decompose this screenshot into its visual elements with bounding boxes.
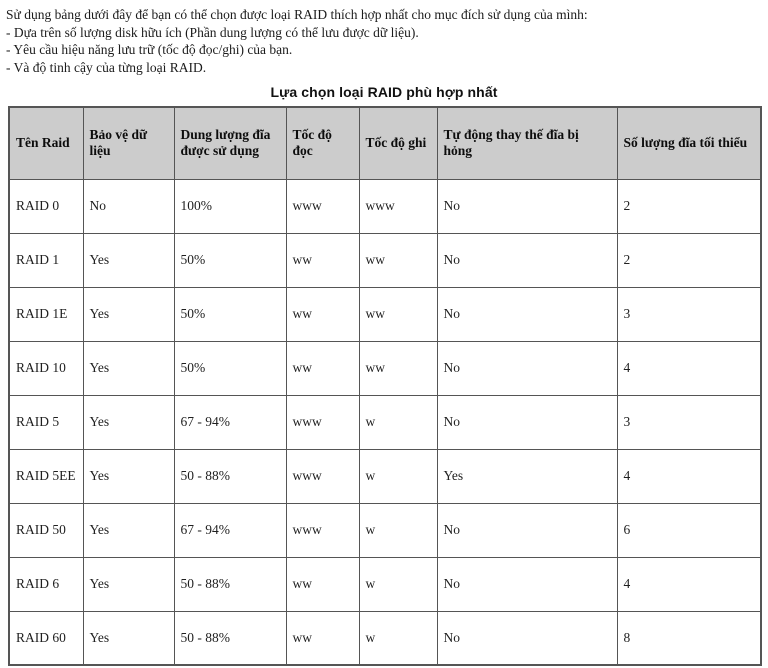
table-row [9, 341, 761, 395]
cell-auto-replace: No [437, 557, 617, 611]
cell-read-speed: www [286, 449, 359, 503]
table-row [9, 179, 761, 233]
cell-read-speed: ww [286, 233, 359, 287]
cell-min-disks: 3 [617, 395, 761, 449]
cell-usable-capacity: 100% [174, 179, 286, 233]
cell-auto-replace: No [437, 179, 617, 233]
cell-raid-name: RAID 50 [9, 503, 83, 557]
cell-write-speed: www [359, 179, 437, 233]
table-row [9, 287, 761, 341]
cell-min-disks: 4 [617, 557, 761, 611]
cell-min-disks: 6 [617, 503, 761, 557]
cell-auto-replace: No [437, 611, 617, 665]
cell-raid-name: RAID 0 [9, 179, 83, 233]
cell-usable-capacity: 50 - 88% [174, 557, 286, 611]
cell-raid-name: RAID 1 [9, 233, 83, 287]
cell-raid-name: RAID 5 [9, 395, 83, 449]
cell-data-protection: Yes [83, 287, 174, 341]
intro-line: - Yêu cầu hiệu năng lưu trữ (tốc độ đọc/ghi) của bạn. [6, 42, 293, 57]
cell-auto-replace: No [437, 395, 617, 449]
cell-read-speed: www [286, 503, 359, 557]
cell-write-speed: w [359, 395, 437, 449]
column-header-read-speed: Tốc độ đọc [286, 107, 359, 179]
cell-data-protection: Yes [83, 611, 174, 665]
cell-data-protection: Yes [83, 233, 174, 287]
cell-write-speed: ww [359, 233, 437, 287]
intro-line: Sử dụng bảng dưới đây để bạn có thể chọn được loại RAID thích hợp nhất cho mục đích sử dụng của mình: [6, 7, 588, 22]
column-header-data-protection: Bảo vệ dữ liệu [83, 107, 174, 179]
cell-usable-capacity: 50% [174, 233, 286, 287]
cell-read-speed: ww [286, 611, 359, 665]
cell-data-protection: Yes [83, 449, 174, 503]
cell-data-protection: Yes [83, 503, 174, 557]
cell-auto-replace: No [437, 503, 617, 557]
cell-usable-capacity: 67 - 94% [174, 503, 286, 557]
cell-raid-name: RAID 10 [9, 341, 83, 395]
cell-data-protection: No [83, 179, 174, 233]
intro-line: - Và độ tinh cậy của từng loại RAID. [6, 59, 207, 75]
intro-paragraph [0, 0, 768, 76]
cell-usable-capacity: 50 - 88% [174, 449, 286, 503]
cell-read-speed: www [286, 395, 359, 449]
cell-read-speed: ww [286, 557, 359, 611]
raid-comparison-table [8, 106, 762, 666]
cell-raid-name: RAID 6 [9, 557, 83, 611]
cell-read-speed: ww [286, 287, 359, 341]
table-body [9, 179, 761, 665]
cell-min-disks: 2 [617, 179, 761, 233]
table-row [9, 395, 761, 449]
cell-raid-name: RAID 5EE [9, 449, 83, 503]
table-header [9, 107, 761, 179]
intro-line: - Dựa trên số lượng disk hữu ích (Phần dung lượng có thể lưu được dữ liệu). [6, 24, 419, 40]
column-header-auto-replace: Tự động thay thế đĩa bị hỏng [437, 107, 617, 179]
cell-read-speed: www [286, 179, 359, 233]
column-header-write-speed: Tốc độ ghi [359, 107, 437, 179]
table-row [9, 611, 761, 665]
table-row [9, 503, 761, 557]
cell-auto-replace: No [437, 233, 617, 287]
table-title: Lựa chọn loại RAID phù hợp nhất [270, 84, 498, 100]
column-header-raid-name: Tên Raid [9, 107, 83, 179]
cell-raid-name: RAID 60 [9, 611, 83, 665]
cell-write-speed: w [359, 449, 437, 503]
table-header-row [9, 107, 761, 179]
cell-min-disks: 4 [617, 449, 761, 503]
cell-data-protection: Yes [83, 557, 174, 611]
cell-write-speed: w [359, 557, 437, 611]
cell-usable-capacity: 50 - 88% [174, 611, 286, 665]
cell-min-disks: 8 [617, 611, 761, 665]
table-container [0, 106, 768, 666]
cell-raid-name: RAID 1E [9, 287, 83, 341]
table-row [9, 233, 761, 287]
cell-usable-capacity: 50% [174, 341, 286, 395]
cell-auto-replace: No [437, 287, 617, 341]
cell-usable-capacity: 50% [174, 287, 286, 341]
column-header-min-disks: Số lượng đĩa tối thiểu [617, 107, 761, 179]
cell-write-speed: ww [359, 341, 437, 395]
cell-min-disks: 2 [617, 233, 761, 287]
cell-min-disks: 3 [617, 287, 761, 341]
cell-write-speed: w [359, 611, 437, 665]
table-row [9, 449, 761, 503]
cell-auto-replace: No [437, 341, 617, 395]
cell-auto-replace: Yes [437, 449, 617, 503]
column-header-usable-capacity: Dung lượng đĩa được sử dụng [174, 107, 286, 179]
cell-read-speed: ww [286, 341, 359, 395]
table-row [9, 557, 761, 611]
cell-write-speed: w [359, 503, 437, 557]
cell-data-protection: Yes [83, 341, 174, 395]
cell-usable-capacity: 67 - 94% [174, 395, 286, 449]
cell-data-protection: Yes [83, 395, 174, 449]
cell-min-disks: 4 [617, 341, 761, 395]
cell-write-speed: ww [359, 287, 437, 341]
